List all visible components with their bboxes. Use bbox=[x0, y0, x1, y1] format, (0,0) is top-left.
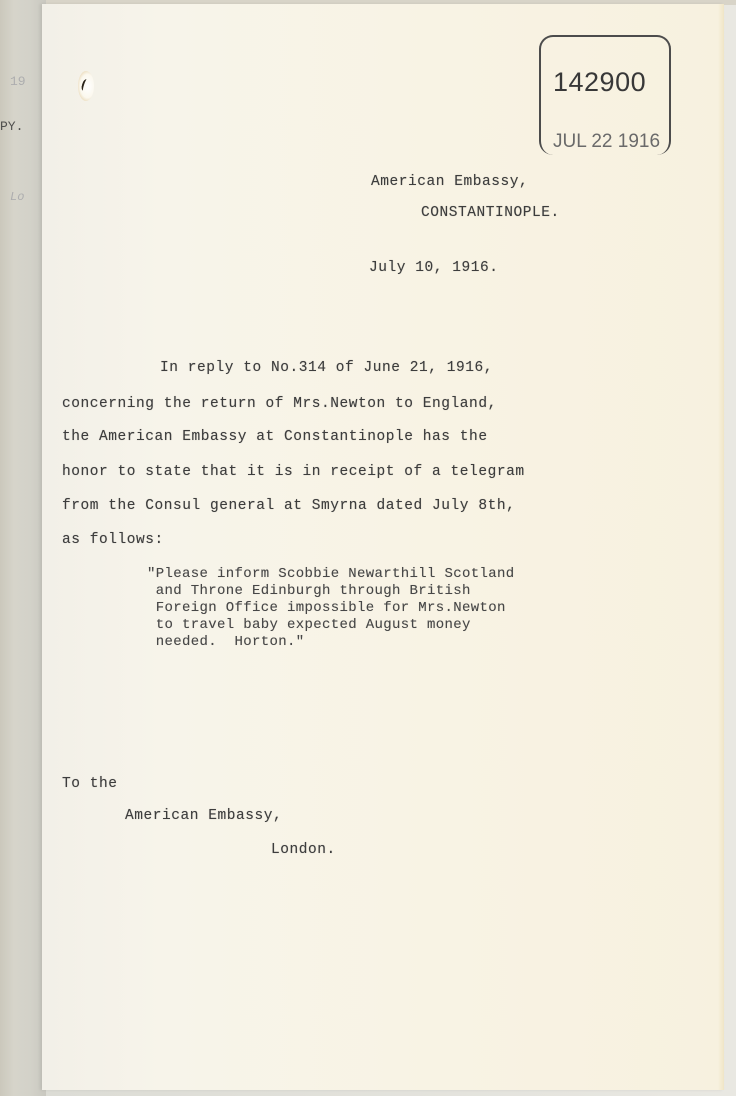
body-line: from the Consul general at Smyrna dated July 8th, bbox=[62, 498, 516, 514]
sender-name: American Embassy, bbox=[371, 174, 529, 190]
telegram-line: and Throne Edinburgh through British bbox=[147, 583, 471, 599]
recipient-city: London. bbox=[271, 842, 336, 858]
stamp-file-number: 142900 bbox=[553, 67, 647, 97]
body-line: as follows: bbox=[62, 532, 164, 548]
underlying-page bbox=[0, 0, 46, 1096]
body-line: In reply to No.314 of June 21, 1916, bbox=[160, 360, 494, 376]
letter-date: July 10, 1916. bbox=[369, 260, 499, 276]
recipient-salutation: To the bbox=[62, 776, 118, 792]
recipient-name: American Embassy, bbox=[125, 808, 283, 824]
body-line: honor to state that it is in receipt of a telegram bbox=[62, 464, 525, 480]
telegram-line: to travel baby expected August money bbox=[147, 617, 471, 633]
punch-hole bbox=[78, 71, 94, 101]
underlying-page-fragment: Lo bbox=[10, 190, 25, 204]
body-line: concerning the return of Mrs.Newton to England, bbox=[62, 396, 497, 412]
telegram-line: "Please inform Scobbie Newarthill Scotland bbox=[147, 566, 515, 582]
received-stamp bbox=[539, 35, 671, 155]
underlying-page-fragment: 19 bbox=[10, 74, 26, 89]
telegram-line: needed. Horton." bbox=[147, 634, 305, 650]
body-line: the American Embassy at Constantinople has the bbox=[62, 429, 488, 445]
telegram-line: Foreign Office impossible for Mrs.Newton bbox=[147, 600, 506, 616]
stamp-date: JUL 22 1916 bbox=[553, 131, 661, 152]
underlying-page-fragment: PY. bbox=[0, 119, 24, 134]
sender-city: CONSTANTINOPLE. bbox=[421, 205, 560, 221]
